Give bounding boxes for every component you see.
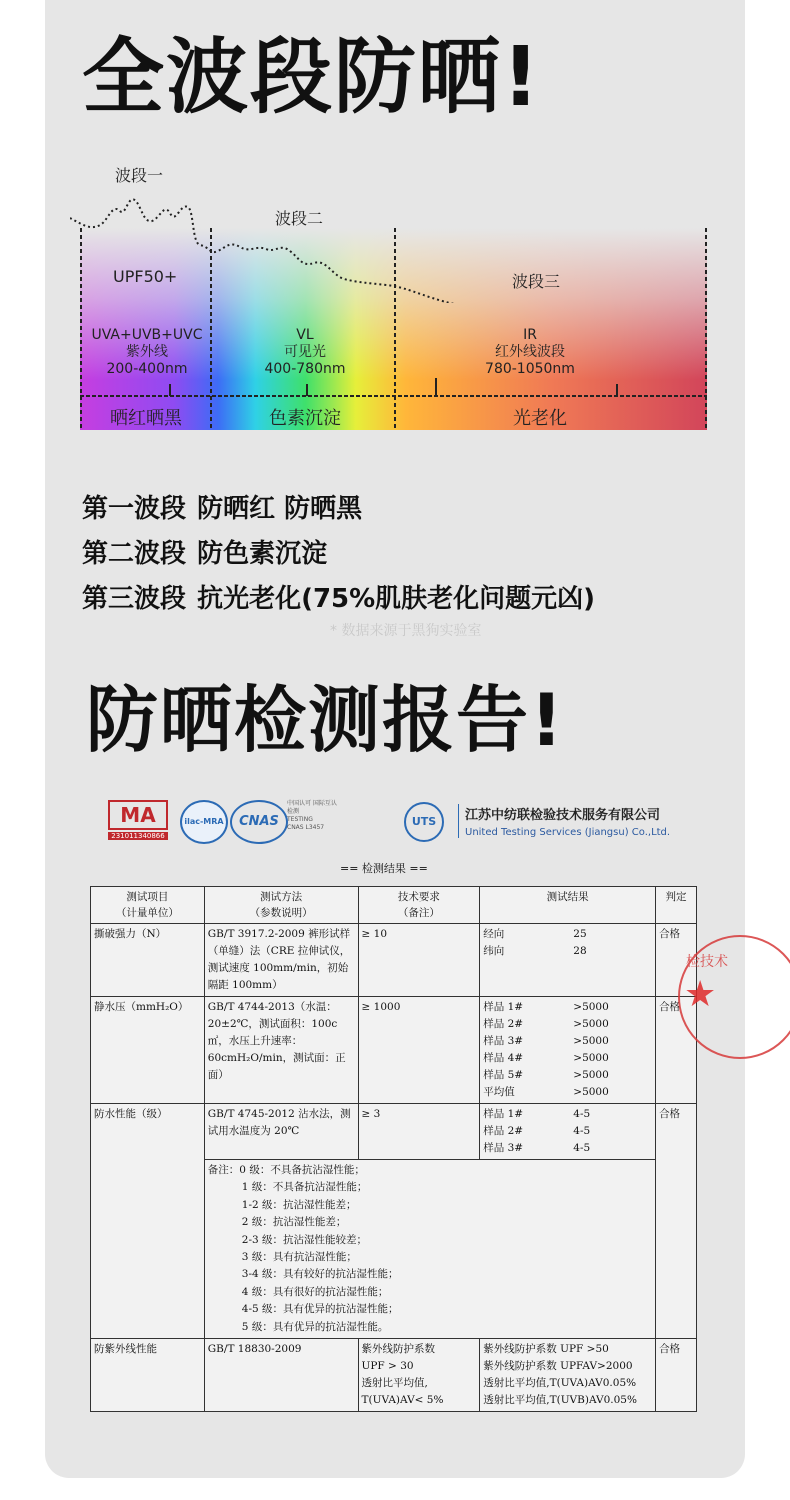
cell-result: 样品 1# >5000 样品 2# >5000 样品 3# >5000 样品 4# >5000 样品 5# >5000 平均值 >5000 [480,997,656,1104]
table-header-row [91,887,697,924]
header-verdict: 判定 [656,887,697,924]
table-row [91,1104,697,1160]
cell-item: 防紫外线性能 [91,1339,205,1412]
report-section-title: == 检测结果 == [340,862,428,875]
cnas-text: CNAS [239,814,279,829]
effect1-label: 晒红晒黑 [110,408,182,429]
table-row [91,924,697,997]
cell-item: 防水性能（级） [91,1104,205,1339]
vl-line3: 400-780nm [264,361,346,377]
stamp-text: 检技术 [686,954,728,970]
ma-logo [108,800,168,840]
test-results-table [90,886,697,1412]
feature-line-3 [82,578,597,615]
cnas-cn: 中国认可 国际互认 检测 [287,800,337,815]
vl-line1: VL [296,327,314,343]
effect3-label: 光老化 [513,408,567,429]
feature-line-1 [82,488,364,525]
company-cn: 江苏中纺联检验技术服务有限公司 [465,808,661,823]
header-test-method: 测试方法 （参数说明） [204,887,358,924]
cell-grade-notes: 备注：0 级：不具备抗沾湿性能； 1 级：不具备抗沾湿性能； 1-2 级：抗沾湿性能差； 2 级：抗沾湿性能差； 2-3 级：抗沾湿性能较差； 3 级：具有抗沾湿性能； 3-4 级：具有较好的抗沾湿性能； 4 级：具有很好的抗沾湿性能； 4-5 级：具有优异的抗沾湿性能； 5 级：具有优异的抗沾湿性能。 [204,1160,655,1339]
feature-prefix: 第一波段 [82,494,196,524]
cell-item: 撕破强力（N） [91,924,205,997]
header-test-item: 测试项目 （计量单位） [91,887,205,924]
table-row [91,997,697,1104]
cell-method: GB/T 3917.2-2009 裤形试样（单缝）法（CRE 拉伸试仪，测试速度 100mm/min，初始隔距 100mm） [204,924,358,997]
stamp-star-icon: ★ [684,974,717,1015]
cell-requirement: ≥ 10 [358,924,480,997]
cell-result: 紫外线防护系数 UPF >50 紫外线防护系数 UPFAV>2000 透射比平均值,T(UVA)AV0.05% 透射比平均值,T(UVB)AV0.05% [480,1339,656,1412]
upf-label: UPF50+ [113,267,178,286]
effect2-label: 色素沉淀 [269,408,341,429]
ir-range-label [465,327,595,378]
ilac-logo [180,800,228,844]
cell-method: GB/T 4744-2013（水温：20±2℃，测试面积：100c ㎡，水压上升速率：60cmH₂O/min，测试面：正面） [204,997,358,1104]
cell-verdict: 合格 [656,1339,697,1412]
ilac-text: ilac-MRA [184,817,224,826]
cell-result: 经向 25 纬向 28 [480,924,656,997]
cell-requirement: ≥ 1000 [358,997,480,1104]
cell-method: GB/T 4745-2012 沾水法，测试用水温度为 20℃ [204,1104,358,1160]
vl-range-label [240,327,370,378]
cell-result: 样品 1# 4-5 样品 2# 4-5 样品 3# 4-5 [480,1104,656,1160]
header-requirement: 技术要求 （备注） [358,887,480,924]
cell-item: 静水压（mmH₂O） [91,997,205,1104]
cnas-testing: TESTING [287,816,313,823]
heading-full-band: 全波段防晒! [82,30,542,125]
cnas-logo [230,800,288,844]
feature-highlight: 防色素沉淀 [197,539,328,569]
ma-logo-text: MA [108,800,168,830]
feature-highlight: 抗光老化(75%肌肤老化问题元凶) [197,584,596,614]
vl-line2: 可见光 [284,344,326,360]
cell-verdict: 合格 [656,997,697,1104]
cell-method: GB/T 18830-2009 [204,1339,358,1412]
inspection-stamp [678,935,790,1059]
band3-label: 波段三 [512,272,561,291]
uv-line3: 200-400nm [106,361,188,377]
cell-requirement: 紫外线防护系数 UPF > 30 透射比平均值, T(UVA)AV< 5% [358,1339,480,1412]
cnas-no: CNAS L3457 [287,824,325,831]
company-name [458,804,670,838]
feature-prefix: 第三波段 [82,584,196,614]
band1-label: 波段一 [115,166,164,185]
cnas-caption [287,800,337,832]
cell-verdict: 合格 [656,924,697,997]
ir-line3: 780-1050nm [485,361,575,377]
feature-prefix: 第二波段 [82,539,196,569]
ir-line1: IR [523,327,537,343]
uv-range-label [82,327,212,378]
feature-highlight: 防晒红 防晒黑 [197,494,363,524]
uv-line2: 紫外线 [126,344,168,360]
uts-logo: UTS [404,802,444,842]
table-row [91,1339,697,1412]
company-en: United Testing Services (Jiangsu) Co.,Ltd. [465,827,671,838]
cell-verdict: 合格 [656,1104,697,1339]
ir-line2: 红外线波段 [495,344,565,360]
cell-requirement: ≥ 3 [358,1104,480,1160]
data-source-note: * 数据来源于黑狗实验室 [330,623,482,639]
heading-report: 防晒检测报告! [86,678,565,762]
feature-line-2 [82,533,329,570]
ma-number: 231011340866 [108,832,168,840]
header-result: 测试结果 [480,887,656,924]
uv-line1: UVA+UVB+UVC [91,327,203,343]
band2-label: 波段二 [275,209,324,228]
